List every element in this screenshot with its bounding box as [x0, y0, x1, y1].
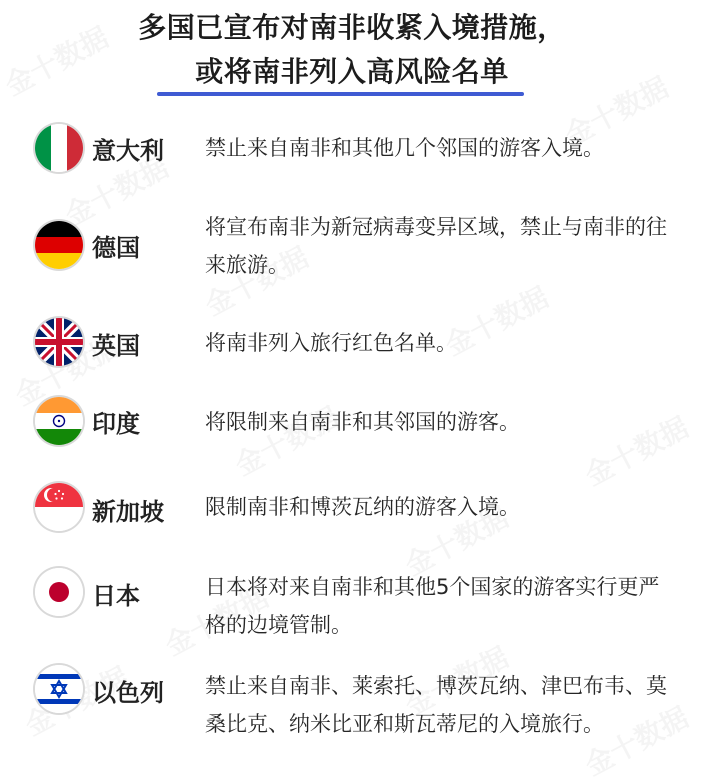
country-name: 新加坡 [92, 498, 164, 526]
country-desc: 日本将对来自南非和其他5个国家的游客实行更严格的边境管制。 [205, 575, 660, 637]
country-desc: 将限制来自南非和其邻国的游客。 [205, 410, 520, 434]
country-name: 德国 [92, 234, 140, 262]
title-underline [157, 92, 524, 96]
country-name: 意大利 [92, 137, 164, 165]
country-desc: 将南非列入旅行红色名单。 [205, 331, 457, 355]
country-desc: 禁止来自南非和其他几个邻国的游客入境。 [205, 136, 604, 160]
country-name: 印度 [92, 410, 140, 438]
country-name: 以色列 [92, 679, 164, 707]
title-line-2: 或将南非列入高风险名单 [195, 55, 509, 88]
title-line-1: 多国已宣布对南非收紧入境措施， [138, 11, 566, 44]
uk-flag-icon [35, 318, 83, 366]
title-block [0, 6, 704, 94]
country-name: 英国 [92, 332, 140, 360]
israel-flag-icon [35, 665, 83, 713]
germany-flag-icon [35, 221, 83, 269]
singapore-flag-icon [35, 483, 83, 531]
country-name: 日本 [92, 582, 140, 610]
country-desc: 禁止来自南非、莱索托、博茨瓦纳、津巴布韦、莫桑比克、纳米比亚和斯瓦蒂尼的入境旅行。 [205, 674, 667, 736]
india-flag-icon [35, 397, 83, 445]
country-desc: 限制南非和博茨瓦纳的游客入境。 [205, 495, 520, 519]
country-desc: 将宣布南非为新冠病毒变异区域，禁止与南非的往来旅游。 [205, 215, 667, 277]
italy-flag-icon [35, 124, 83, 172]
japan-flag-icon [35, 568, 83, 616]
